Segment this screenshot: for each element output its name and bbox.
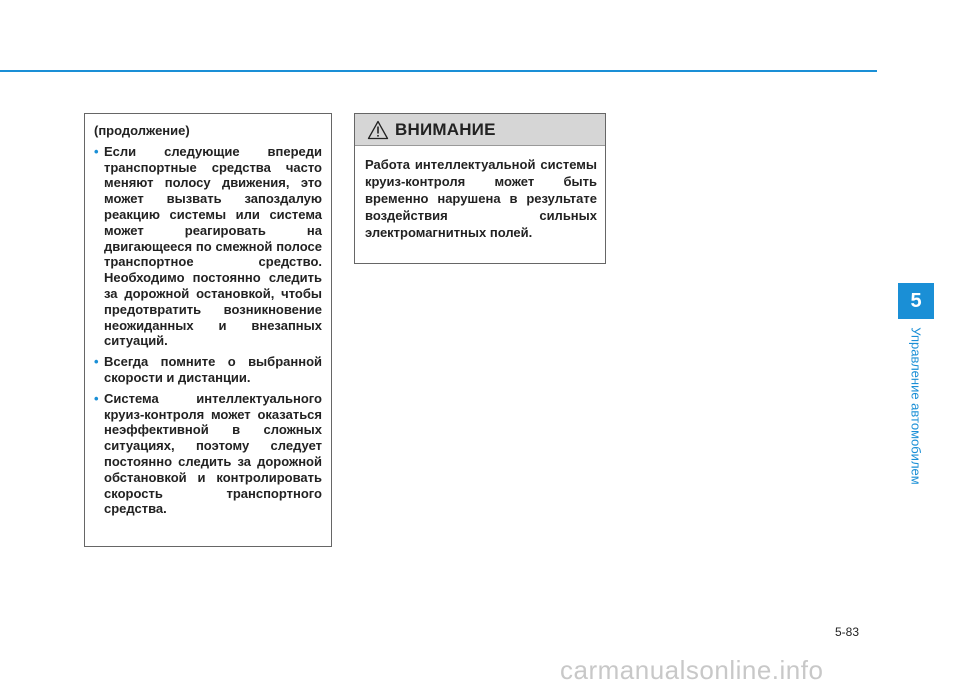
chapter-title: Управление автомобилем: [908, 327, 924, 485]
bullet-icon: •: [94, 390, 99, 406]
chapter-tab: [898, 283, 934, 319]
top-rule: [0, 70, 877, 72]
warning-triangle-icon: [367, 120, 389, 140]
warning-header: [355, 114, 605, 146]
warning-box: [354, 113, 606, 264]
continued-label: (продолжение): [94, 123, 190, 138]
notice-list: [94, 144, 322, 517]
notice-item-text: Система интеллектуального круиз-контроля может оказаться неэффективной в сложных ситуациях, поэтому следует постоянно следить за дорожной обстановкой и контролировать скорость транспортного средства.: [104, 390, 322, 517]
notice-item: [94, 144, 322, 349]
notice-item: [94, 354, 322, 386]
notice-box: [84, 113, 332, 547]
bullet-icon: •: [94, 354, 99, 370]
page-number: 5-83: [835, 625, 860, 639]
notice-item-text: Всегда помните о выбранной скорости и дистанции.: [104, 354, 322, 385]
warning-title: ВНИМАНИЕ: [395, 119, 496, 139]
watermark: carmanualsonline.info: [560, 655, 824, 685]
warning-body: Работа интеллектуальной системы круиз-контроля может быть временно нарушена в результате воздействия сильных электромагнитных полей.: [365, 157, 597, 240]
notice-item-text: Если следующие впереди транспортные средства часто меняют полосу движения, это может вызвать запоздалую реакцию системы или система может реагировать на двигающееся по смежной полосе транспортное средство. Необходимо постоянно следить за дорожной остановкой, чтобы предотвратить возникновение неожиданных и внезапных ситуаций.: [104, 143, 322, 349]
bullet-icon: •: [94, 143, 99, 159]
notice-item: [94, 391, 322, 517]
chapter-number: 5: [910, 289, 922, 312]
